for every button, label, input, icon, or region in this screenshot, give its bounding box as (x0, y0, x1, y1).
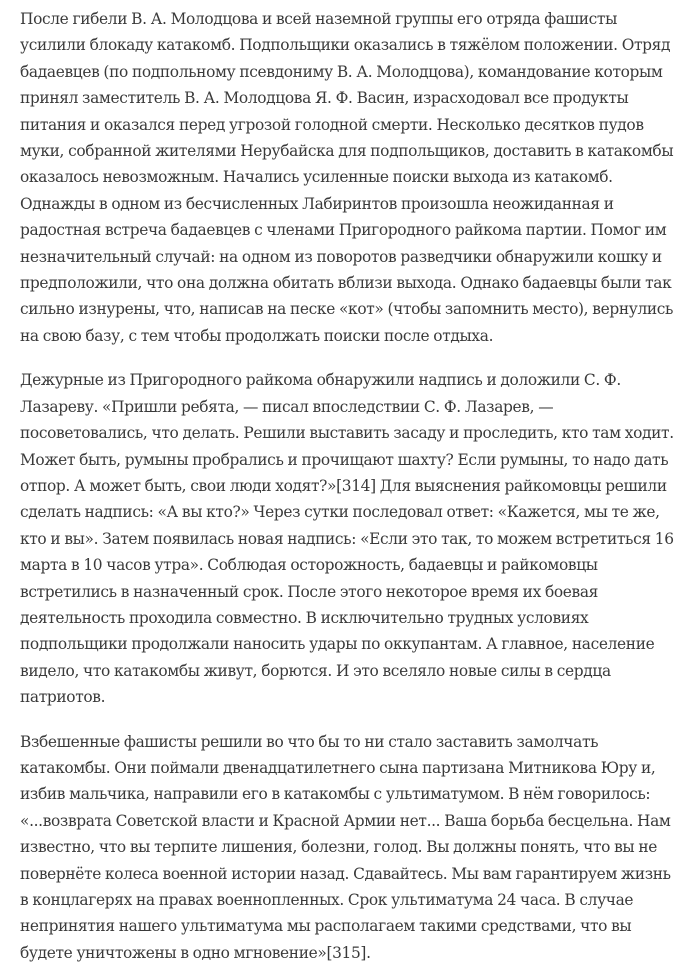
footnote-link-315[interactable]: [315] (326, 943, 367, 962)
paragraph-1 (20, 6, 680, 349)
paragraph-text: После гибели В. А. Молодцова и всей наземной группы его отряда фашисты усилили блокаду катакомб. Подпольщики оказались в тяжёлом положении. Отряд бадаевцев (по подпольному псевдониму В. А. Молодцова), командование которым принял заместитель В. А. Молодцова Я. Ф. Васин, израсходовал все продукты питания и оказался перед угрозой голодной смерти. Несколько десятков пудов муки, собранной жителями Нерубайска для подпольщиков, доставить в катакомбы оказалось невозможным. Начались усиленные поиски выхода из катакомб. Однажды в одном из бесчисленных Лабиринтов произошла неожиданная и радостная встреча бадаевцев с членами Пригородного райкома партии. Помог им незначительный случай: на одном из поворотов разведчики обнаружили кошку и предположили, что она должна обитать вблизи выхода. Однако бадаевцы были так сильно изнурены, что, написав на песке «кот» (чтобы запомнить место), вернулись на свою базу, с тем чтобы продолжать поиски после отдыха. (20, 10, 674, 345)
paragraph-text: Дежурные из Пригородного райкома обнаружили надпись и доложили С. Ф. Лазареву. «Пришли ребята, — писал впоследствии С. Ф. Лазарев, — посоветовались, что делать. Решили выставить засаду и проследить, кто там ходит. Может быть, румыны пробрались и прочищают шахту? Если румыны, то надо дать отпор. А может быть, свои люди ходят?» (20, 371, 674, 495)
paragraph-3 (20, 729, 680, 966)
paragraph-text: Для выяснения райкомовцы решили сделать надпись: «А вы кто?» Через сутки последовал ответ: «Кажется, мы те же, кто и вы». Затем появилась новая надпись: «Если это так, то можем встретиться 16 марта в 10 часов утра». Соблюдая осторожность, бадаевцы и райкомовцы встретились в назначенный срок. После этого некоторое время их боевая деятельность проходила совместно. В исключительно трудных условиях подпольщики продолжали наносить удары по оккупантам. А главное, население видело, что катакомбы живут, борются. И это вселяло новые силы в сердца патриотов. (20, 476, 674, 707)
paragraph-text: Взбешенные фашисты решили во что бы то ни стало заставить замолчать катакомбы. Они поймали двенадцатилетнего сына партизана Митникова Юру и, избив мальчика, направили его в катакомбы с ультиматумом. В нём говорилось: «...возврата Советской власти и Красной Армии нет... Ваша борьба бесцельна. Нам известно, что вы терпите лишения, болезни, голод. Вы должны понять, что вы не повернёте колеса военной истории назад. Сдавайтесь. Мы вам гарантируем жизнь в концлагерях на правах военнопленных. Срок ультиматума 24 часа. В случае непринятия нашего ультиматума мы располагаем такими средствами, что вы будете уничтожены в одно мгновение» (20, 732, 671, 962)
paragraph-text: . (366, 943, 371, 962)
paragraph-2 (20, 367, 680, 710)
footnote-link-314[interactable]: [314] (336, 476, 376, 495)
